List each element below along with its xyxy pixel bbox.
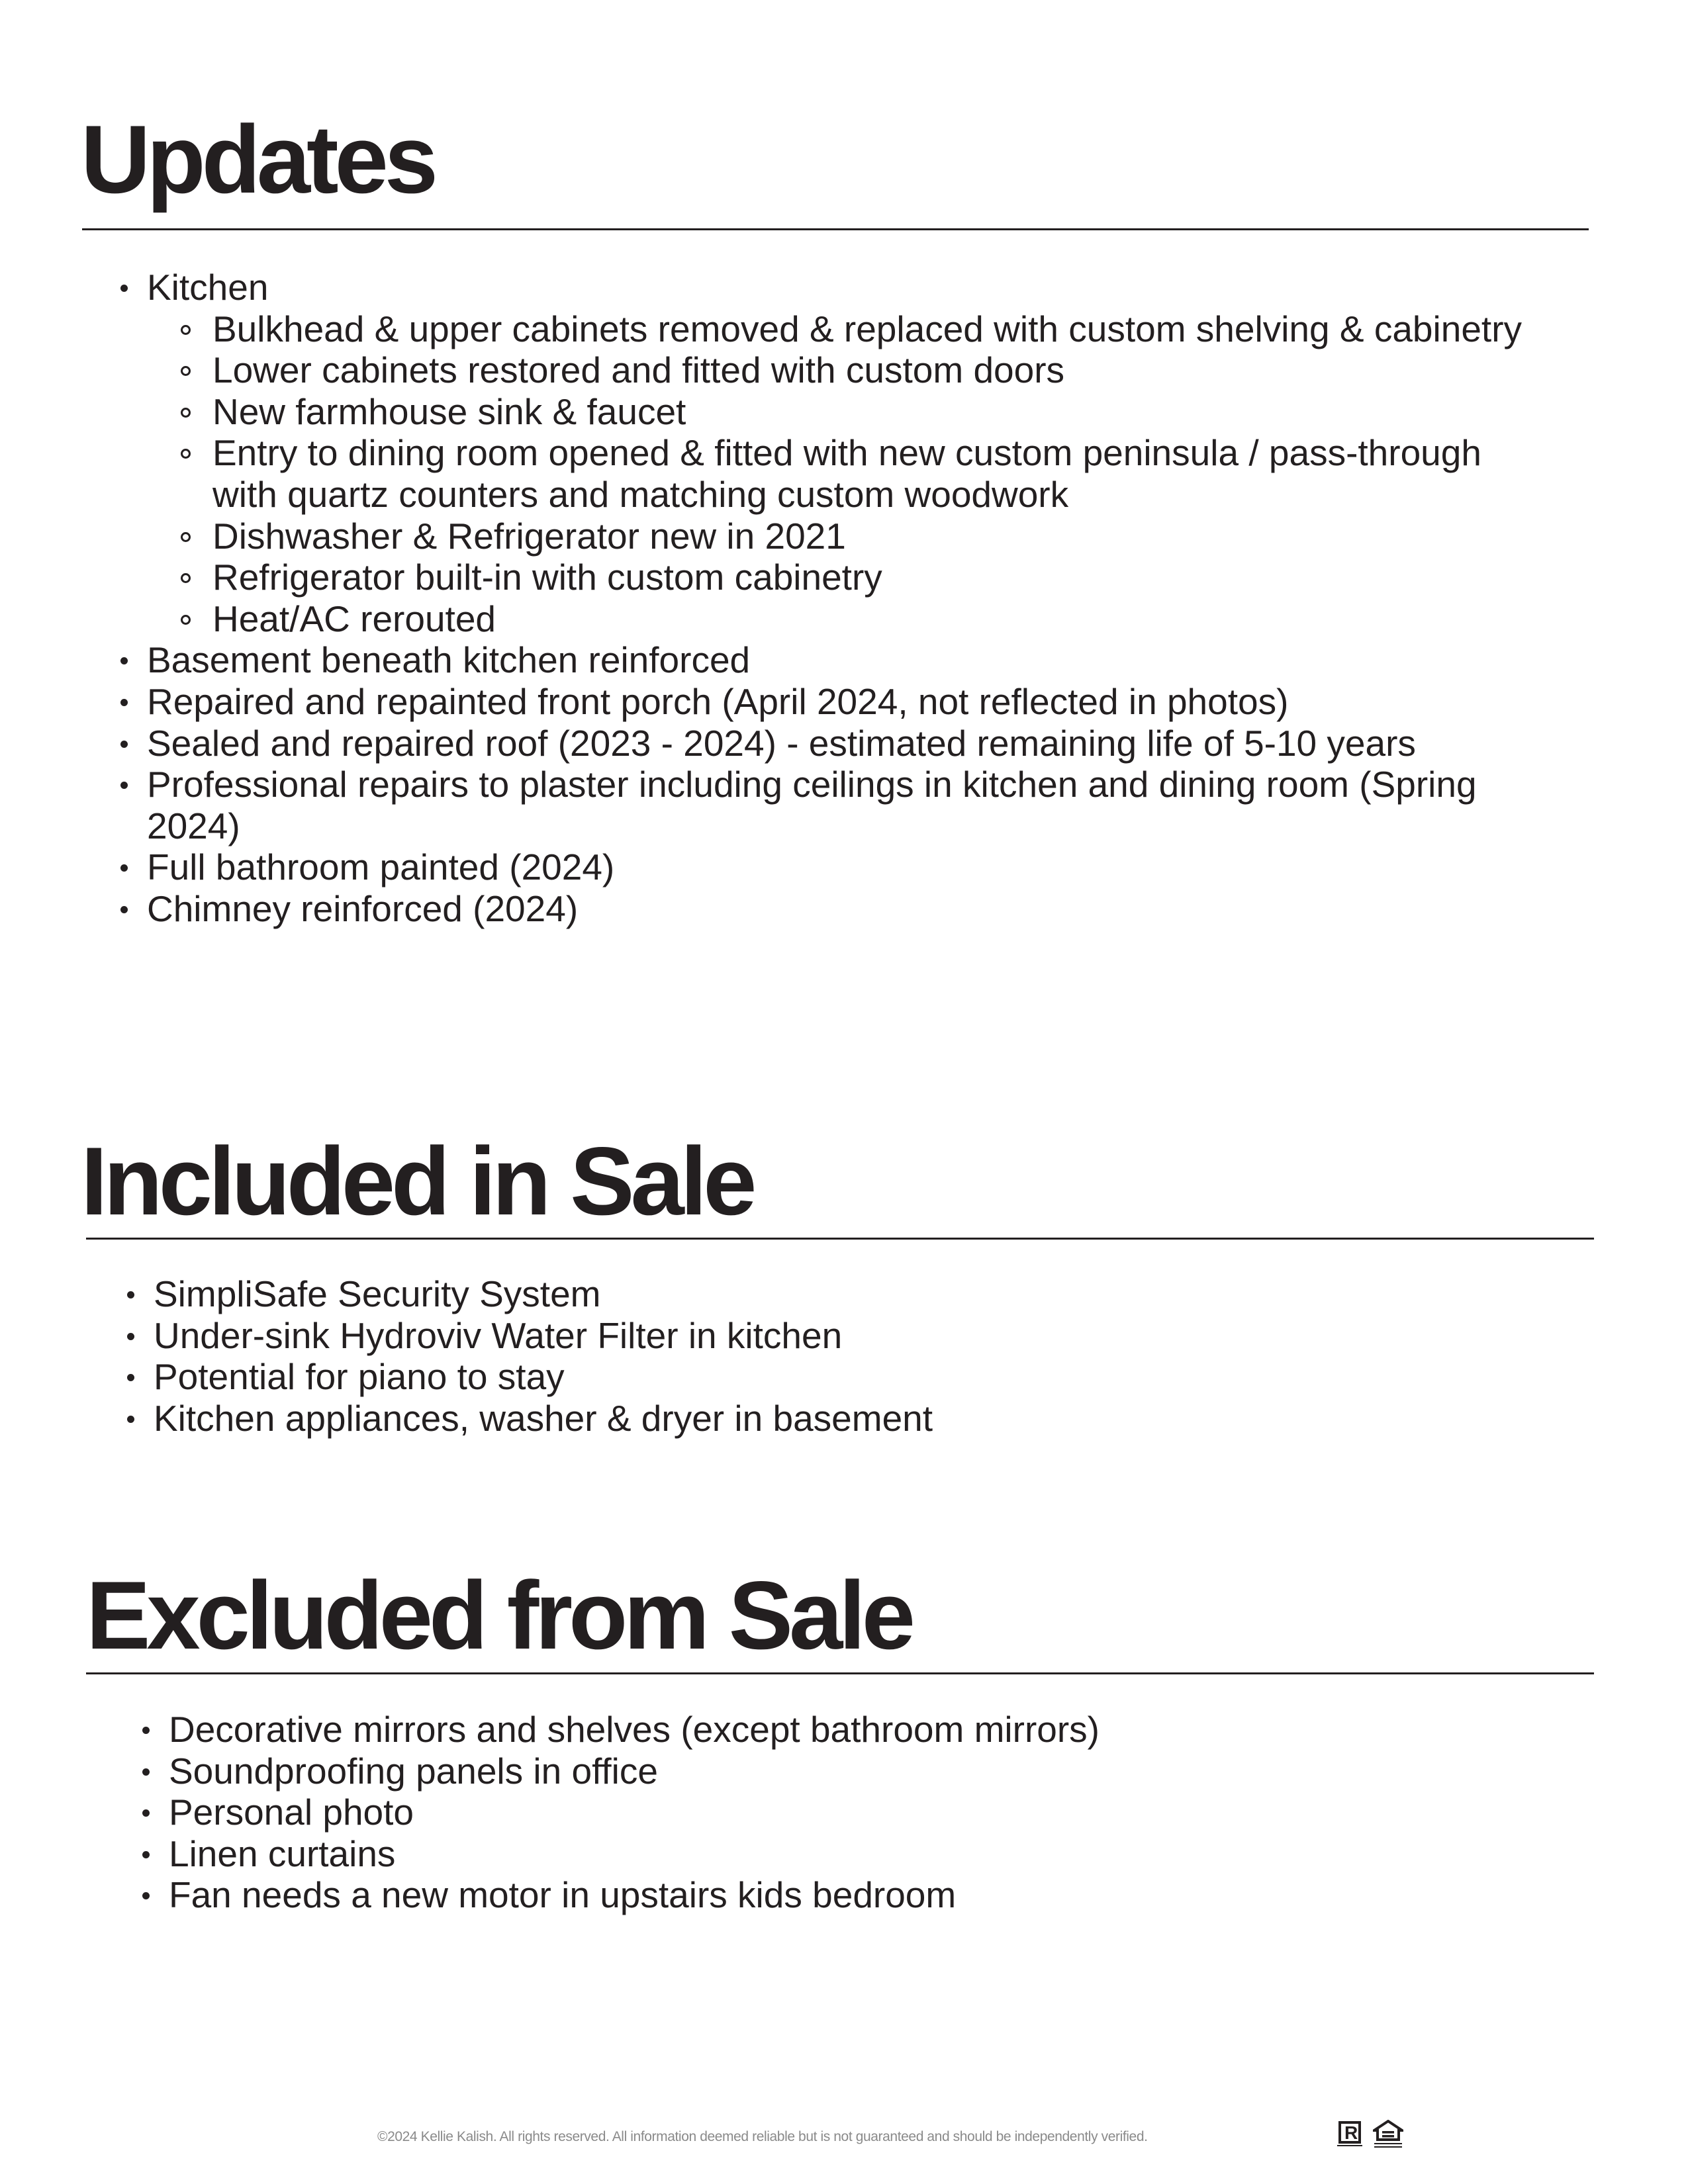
- sublist-item-text: Refrigerator built-in with custom cabinetry: [212, 557, 882, 598]
- sublist-item-text: Lower cabinets restored and fitted with custom doors: [212, 349, 1065, 391]
- included-divider: [86, 1238, 1594, 1240]
- circle-bullet-icon: [181, 449, 191, 459]
- bullet-icon: [120, 782, 128, 789]
- bullet-icon: [127, 1374, 134, 1381]
- list-item-text: Personal photo: [169, 1792, 414, 1833]
- list-item: [154, 1315, 1577, 1357]
- list-item-text: Kitchen: [147, 267, 269, 308]
- list-item-text: Kitchen appliances, washer & dryer in basement: [154, 1397, 933, 1439]
- list-item-text: Professional repairs to plaster including ceilings in kitchen and dining room (Spring 2024): [147, 764, 1477, 846]
- list-item-text: Soundproofing panels in office: [169, 1750, 658, 1792]
- bullet-icon: [127, 1333, 134, 1340]
- sublist-item: [212, 598, 1603, 640]
- sublist-item-text: Dishwasher & Refrigerator new in 2021: [212, 515, 846, 557]
- list-item-text: Basement beneath kitchen reinforced: [147, 639, 751, 681]
- circle-bullet-icon: [181, 615, 191, 625]
- bullet-icon: [142, 1768, 150, 1776]
- bullet-icon: [142, 1727, 150, 1734]
- sublist-item: [212, 432, 1536, 515]
- list-item-text: Chimney reinforced (2024): [147, 887, 579, 929]
- list-item-text: Fan needs a new motor in upstairs kids bedroom: [169, 1874, 957, 1916]
- list-item: [169, 1709, 1579, 1751]
- list-item: [169, 1874, 1579, 1916]
- list-item: [147, 764, 1550, 846]
- updates-list: [147, 267, 1603, 930]
- list-item: [147, 888, 1603, 930]
- list-item-text: Sealed and repaired roof (2023 - 2024) - estimated remaining life of 5-10 years: [147, 722, 1416, 764]
- sublist-item: [212, 391, 1603, 433]
- circle-bullet-icon: [181, 325, 191, 335]
- list-item: [154, 1398, 1577, 1439]
- equal-housing-opportunity-icon: [1373, 2120, 1403, 2149]
- sublist-item-text: Heat/AC rerouted: [212, 598, 496, 639]
- bullet-icon: [142, 1892, 150, 1899]
- bullet-icon: [120, 699, 128, 706]
- sublist-item: [212, 516, 1603, 557]
- list-item: [147, 846, 1603, 888]
- sublist-item-text: Entry to dining room opened & fitted with new custom peninsula / pass-through with quartz counters and matching custom woodwork: [212, 432, 1481, 515]
- list-item: [154, 1273, 1577, 1315]
- list-item: [169, 1792, 1579, 1833]
- bullet-icon: [120, 864, 128, 872]
- circle-bullet-icon: [181, 366, 191, 376]
- list-item-text: Repaired and repainted front porch (April 2024, not reflected in photos): [147, 680, 1289, 722]
- updates-divider: [82, 228, 1589, 230]
- list-item: [147, 681, 1603, 723]
- bullet-icon: [127, 1416, 134, 1423]
- sublist-item-text: New farmhouse sink & faucet: [212, 390, 686, 432]
- excluded-list: [169, 1709, 1579, 1916]
- included-list: [154, 1273, 1577, 1439]
- list-item: [169, 1833, 1579, 1875]
- circle-bullet-icon: [181, 408, 191, 418]
- bullet-icon: [120, 657, 128, 664]
- included-heading: Included in Sale: [81, 1127, 753, 1235]
- list-item-text: Full bathroom painted (2024): [147, 846, 615, 888]
- bullet-icon: [142, 1809, 150, 1817]
- list-item: [147, 267, 1603, 639]
- realtor-logo-icon: [1338, 2121, 1361, 2144]
- list-item: [169, 1751, 1579, 1792]
- list-item: [147, 723, 1603, 764]
- list-item: [147, 639, 1603, 681]
- bullet-icon: [120, 906, 128, 913]
- sublist-item: [212, 557, 1603, 598]
- kitchen-sublist: [147, 308, 1603, 640]
- realtor-logo-underline: [1337, 2145, 1362, 2150]
- bullet-icon: [120, 285, 128, 292]
- sublist-item: [212, 349, 1603, 391]
- circle-bullet-icon: [181, 573, 191, 583]
- bullet-icon: [127, 1291, 134, 1298]
- list-item: [154, 1356, 1577, 1398]
- circle-bullet-icon: [181, 532, 191, 542]
- list-item-text: Potential for piano to stay: [154, 1356, 565, 1398]
- excluded-heading: Excluded from Sale: [86, 1561, 912, 1669]
- list-item-text: Decorative mirrors and shelves (except bathroom mirrors): [169, 1709, 1100, 1750]
- excluded-divider: [86, 1672, 1594, 1674]
- bullet-icon: [120, 741, 128, 748]
- list-item-text: Under-sink Hydroviv Water Filter in kitchen: [154, 1314, 843, 1356]
- sublist-item-text: Bulkhead & upper cabinets removed & replaced with custom shelving & cabinetry: [212, 308, 1523, 349]
- footer-disclaimer: ©2024 Kellie Kalish. All rights reserved. All information deemed reliable but is not guaranteed and should be independently verified.: [377, 2129, 1148, 2144]
- list-item-text: Linen curtains: [169, 1833, 396, 1874]
- updates-heading: Updates: [81, 105, 435, 213]
- sublist-item: [212, 308, 1603, 350]
- bullet-icon: [142, 1851, 150, 1858]
- list-item-text: SimpliSafe Security System: [154, 1273, 601, 1314]
